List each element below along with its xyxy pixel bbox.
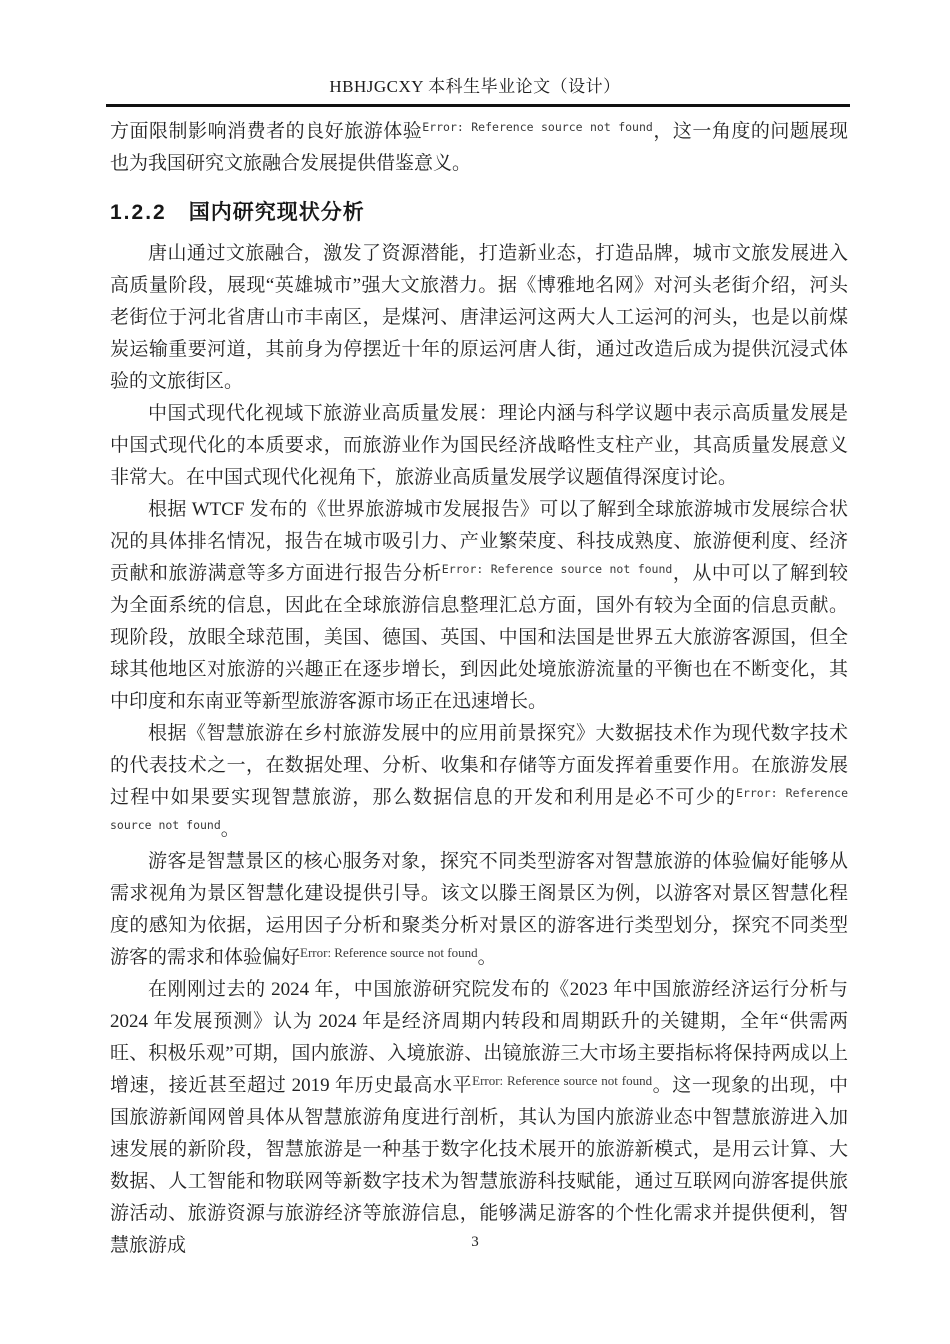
page-footer xyxy=(0,1234,950,1251)
ref-error: Error: Reference source not found xyxy=(110,786,848,832)
paragraph-text: 。 xyxy=(220,819,240,840)
header-title: HBHJGCXY 本科生毕业论文（设计） xyxy=(329,77,621,96)
body-paragraph xyxy=(110,116,848,180)
section-heading xyxy=(110,195,848,231)
page-header xyxy=(0,0,950,107)
paragraph-text: 在刚刚过去的 2024 年，中国旅游研究院发布的《2023 年中国旅游经济运行分析与2024 年发展预测》认为 2024 年是经济周期内转段和周期跃升的关键期，全年“供需两旺、积极乐观”可期，国内旅游、入境旅游、出镜旅游三大市场主要指标将保持两成以上增速，接近甚至超过 2019 年历史最高水平 xyxy=(110,979,848,1096)
body-paragraph xyxy=(110,238,848,398)
body-paragraph xyxy=(110,494,848,718)
page-number: 3 xyxy=(471,1234,479,1250)
ref-error: Error: Reference source not found xyxy=(441,562,673,576)
body-paragraph xyxy=(110,974,848,1262)
paragraph-text: 唐山通过文旅融合，激发了资源潜能，打造新业态，打造品牌，城市文旅发展进入高质量阶段，展现“英雄城市”强大文旅潜力。据《博雅地名网》对河头老街介绍，河头老街位于河北省唐山市丰南区，是煤河、唐津运河这两大人工运河的河头，也是以前煤炭运输重要河道，其前身为停摆近十年的原运河唐人街，通过改造后成为提供沉浸式体验的文旅街区。 xyxy=(110,243,848,392)
paragraph-text: 。 xyxy=(477,947,497,968)
section-number: 1.2.2 xyxy=(110,201,167,224)
body-paragraph xyxy=(110,718,848,846)
paragraph-text: 。这一现象的出现，中国旅游新闻网曾具体从智慧旅游角度进行剖析，其认为国内旅游业态中智慧旅游进入加速发展的新阶段，智慧旅游是一种基于数字化技术展开的旅游新模式，是用云计算、大数据、人工智能和物联网等新数字技术为智慧旅游科技赋能，通过互联网向游客提供旅游活动、旅游资源与旅游经济等旅游信息，能够满足游客的个性化需求并提供便利，智慧旅游成 xyxy=(110,1075,848,1256)
document-body xyxy=(110,116,848,1262)
header-rule xyxy=(106,104,850,107)
ref-error: Error: Reference source not found xyxy=(300,945,478,960)
paragraph-text: ，从中可以了解到较为全面系统的信息，因此在全球旅游信息整理汇总方面，国外有较为全面的信息贡献。现阶段，放眼全球范围，美国、德国、英国、中国和法国是世界五大旅游客源国，但全球其他地区对旅游的兴趣正在逐步增长，到因此处境旅游流量的平衡也在不断变化，其中印度和东南亚等新型旅游客源市场正在迅速增长。 xyxy=(110,563,848,712)
body-paragraph xyxy=(110,398,848,494)
paragraph-text: ，这一角度的问题展现也为我国研究文旅融合发展提供借鉴意义。 xyxy=(110,121,848,174)
section-title: 国内研究现状分析 xyxy=(188,201,365,224)
paragraph-text: 方面限制影响消费者的良好旅游体验 xyxy=(110,121,423,142)
body-paragraph xyxy=(110,846,848,974)
ref-error: Error: Reference source not found xyxy=(472,1073,653,1088)
paragraph-text: 中国式现代化视域下旅游业高质量发展：理论内涵与科学议题中表示高质量发展是中国式现代化的本质要求，而旅游业作为国民经济战略性支柱产业，其高质量发展意义非常大。在中国式现代化视角下，旅游业高质量发展学议题值得深度讨论。 xyxy=(110,403,848,488)
paragraph-text: 游客是智慧景区的核心服务对象，探究不同类型游客对智慧旅游的体验偏好能够从需求视角为景区智慧化建设提供引导。该文以滕王阁景区为例，以游客对景区智慧化程度的感知为依据，运用因子分析和聚类分析对景区的游客进行类型划分，探究不同类型游客的需求和体验偏好 xyxy=(110,851,848,968)
paragraph-text: 根据《智慧旅游在乡村旅游发展中的应用前景探究》大数据技术作为现代数字技术的代表技术之一，在数据处理、分析、收集和存储等方面发挥着重要作用。在旅游发展过程中如果要实现智慧旅游，那么数据信息的开发和利用是必不可少的 xyxy=(110,723,848,808)
ref-error: Error: Reference source not found xyxy=(422,120,653,134)
paragraph-text: 根据 WTCF 发布的《世界旅游城市发展报告》可以了解到全球旅游城市发展综合状况的具体排名情况，报告在城市吸引力、产业繁荣度、科技成熟度、旅游便利度、经济贡献和旅游满意等多方面进行报告分析 xyxy=(110,499,848,584)
